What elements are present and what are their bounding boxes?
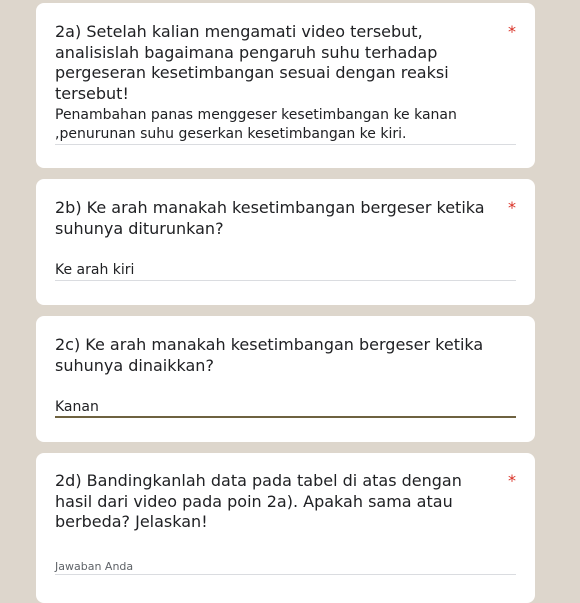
required-asterisk: * <box>508 471 516 490</box>
answer-field-2a[interactable]: Penambahan panas menggeser kesetimbangan ke kanan ,penurunan suhu geserkan kesetimbangan ke kiri. <box>55 107 457 142</box>
answer-field-2c[interactable]: Kanan <box>55 399 99 415</box>
question-card-2b <box>36 179 535 305</box>
answer-underline-focused <box>55 416 516 418</box>
question-card-2d <box>36 453 535 603</box>
answer-underline <box>55 280 516 281</box>
answer-underline <box>55 144 516 145</box>
required-asterisk: * <box>508 198 516 217</box>
answer-underline <box>55 574 516 575</box>
question-title-2d: 2d) Bandingkanlah data pada tabel di atas dengan hasil dari video pada poin 2a). Apakah sama atau berbeda? Jelaskan! <box>55 471 462 531</box>
question-card-2c <box>36 316 535 442</box>
answer-field-2b[interactable]: Ke arah kiri <box>55 262 135 278</box>
question-card-2a <box>36 3 535 168</box>
question-title-2c: 2c) Ke arah manakah kesetimbangan bergeser ketika suhunya dinaikkan? <box>55 335 484 375</box>
answer-input-2d[interactable]: Jawaban Anda <box>55 560 134 573</box>
question-title-2a: 2a) Setelah kalian mengamati video tersebut, analisislah bagaimana pengaruh suhu terhadap pergeseran kesetimbangan sesuai dengan reaksi tersebut! <box>55 22 449 103</box>
question-title-2b: 2b) Ke arah manakah kesetimbangan bergeser ketika suhunya diturunkan? <box>55 198 485 238</box>
required-asterisk: * <box>508 22 516 41</box>
